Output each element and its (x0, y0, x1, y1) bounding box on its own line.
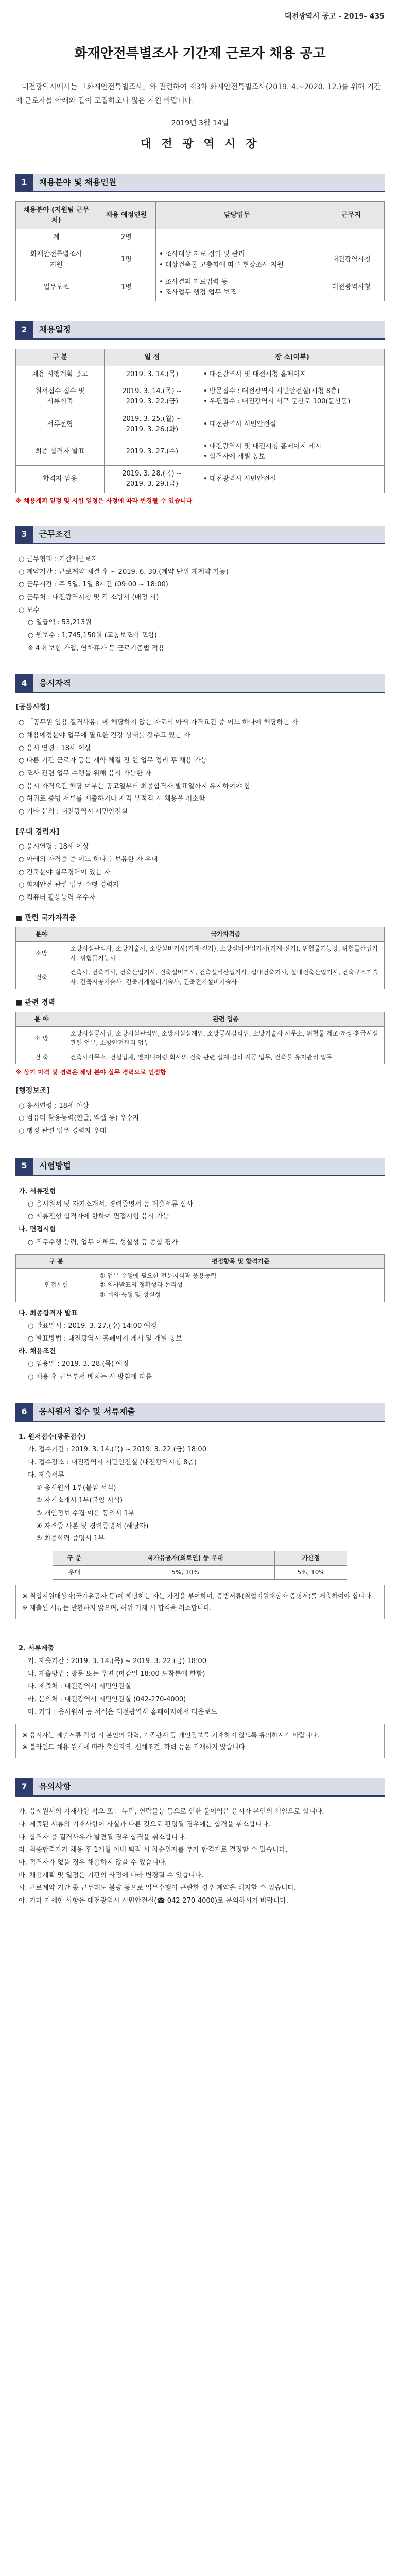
intro-text: 대전광역시에서는 「화재안전특별조사」와 관련하여 제3차 화재안전특별조사(2019. 4.~2020. 12.)를 위해 기간제 근로자를 아래와 같이 모집하오니 많은 지원 바랍니다. (15, 82, 381, 105)
section-title: 유의사항 (33, 1778, 385, 1795)
table-cell: 면접시험 (16, 1268, 97, 1302)
table-header: 가산점 (274, 1551, 347, 1565)
table-cell: 합격자 임용 (16, 466, 105, 493)
table-header-row (16, 1255, 385, 1269)
section-number: 5 (15, 1158, 33, 1175)
table-cell: 건축사, 건축기사, 건축산업기사, 건축설비기사, 건축설비산업기사, 실내건축기사, 실내건축산업기사, 건축구조기술사, 건축시공기술사, 건축기계설비기술사, 건축전기설비기술사 (67, 965, 385, 989)
table-header-row (16, 349, 385, 366)
schedule-table (15, 349, 385, 493)
table-cell: ① 업무 수행에 필요한 전문지식과 응용능력 ② 의사발표의 정확성과 논리성 ③ 예의·품행 및 성실성 (97, 1268, 384, 1302)
list-item: ○ 행정 관련 업무 경력자 우대 (19, 1127, 107, 1136)
table-header: 근무지 (318, 201, 385, 229)
table-header: 분 야 (16, 1012, 67, 1027)
schedule-note: ※ 채용계획 일정 및 시험 일정은 사정에 따라 변경될 수 있습니다 (15, 497, 193, 505)
exam-after (19, 1308, 385, 1384)
table-cell: 1명 (97, 274, 156, 301)
list-item: ○ 월보수 : 1,745,150원 (교통보조비 포함) (28, 632, 157, 640)
list-item: 라. 최종합격자가 채용 후 1개월 이내 퇴직 시 차순위자를 추가 합격자로 결정할 수 있습니다. (19, 1846, 288, 1854)
list-item: ○ 컴퓨터 활용능력 우수자 (19, 894, 96, 902)
list-item: ○ 「공무원 임용 결격사유」에 해당하지 않는 자로서 아래 자격요건 중 어느 하나에 해당하는 자 (19, 719, 299, 727)
table-header-row (16, 927, 385, 942)
document-submission (19, 1642, 385, 1719)
table-cell: 2019. 3. 27.(수) (104, 438, 200, 465)
list-item: ○ 근무처 : 대전광역시청 및 각 소방서 (배정 시) (19, 594, 159, 601)
list-item: 나. 제출된 서류의 기재사항이 사실과 다른 것으로 판명될 경우에는 합격을 취소합니다. (19, 1820, 271, 1828)
table-row (16, 411, 385, 438)
list-item: ② 자기소개서 1부(붙임 서식) (36, 1497, 123, 1505)
list-item: 라. 문의처 : 대전광역시 시민안전실 (042-270-4000) (28, 1695, 186, 1703)
section-header-3 (15, 526, 385, 544)
section-header-2 (15, 321, 385, 340)
table-cell: 소 방 (16, 1026, 67, 1050)
list-item: ○ 다른 기관 근로자 등은 계약 체결 전 현 업무 정리 후 채용 가능 (19, 757, 207, 765)
table-header: 구 분 (16, 349, 105, 366)
table-header: 채용 예정인원 (97, 201, 156, 229)
blind-hiring-box: ※ 응시자는 제출서류 작성 시 본인의 학력, 가족관계 등 개인정보를 기재하지 않도록 유의하시기 바랍니다. ※ 블라인드 채용 원칙에 따라 출신지역, 신체조건, 학력 등은 기재하지 않습니다. (15, 1724, 385, 1758)
list-item: ○ 근무시간 : 주 5일, 1일 8시간 (09:00 ~ 18:00) (19, 581, 168, 589)
section-title: 채용일정 (33, 321, 385, 338)
table-row (16, 965, 385, 989)
notice-date: 2019년 3월 14일 (171, 119, 229, 128)
list-item: ○ 응시 자격요건 해당 여부는 공고일부터 최종합격자 발표일까지 유지하여야 함 (19, 782, 251, 790)
table-cell: 업무보조 (16, 274, 97, 301)
list-item: 가. 제출기간 : 2019. 3. 14.(목) ~ 2019. 3. 22.(금) 18:00 (28, 1657, 206, 1665)
list-item: 다. 제출서류 (28, 1471, 65, 1479)
table-cell: 소방시설공사업, 소방시설관리업, 소방시설설계업, 소방공사감리업, 소방기술사 사무소, 위험물 제조·저장·취급시설 관련 업무, 소방안전관리 업무 (67, 1026, 385, 1050)
list-item: 나. 면접시험 (19, 1225, 56, 1233)
table-header-row (16, 201, 385, 229)
table-header: 관련 업종 (67, 1012, 385, 1027)
list-item: 1. 원서접수(방문접수) (19, 1433, 86, 1441)
section-header-4 (15, 674, 385, 693)
table-cell: • 조사결과 자료입력 등 • 조사업무 행정 업무 보조 (156, 274, 318, 301)
table-header: 담당업무 (156, 201, 318, 229)
list-item: 다. 합격자 중 결격사유가 발견될 경우 합격을 취소합니다. (19, 1833, 187, 1841)
table-header: 국가유공자(의료인) 등 우대 (96, 1551, 275, 1565)
table-cell: 건축 (16, 965, 67, 989)
table-cell: • 대전광역시 시민안전실 (200, 411, 384, 438)
list-item: ○ 허위로 증빙 서류를 제출하거나 자격 부적격 시 채용을 취소함 (19, 795, 205, 803)
list-item: ○ 응시연령 : 18세 이상 (19, 843, 89, 851)
table-cell: 최종 합격자 발표 (16, 438, 105, 465)
list-item: ○ 채용예정분야 업무에 필요한 건강 상태를 갖추고 있는 자 (19, 731, 190, 739)
table-cell: 건 축 (16, 1050, 67, 1064)
table-cell: 채용 시행계획 공고 (16, 366, 105, 383)
list-item: ○ 응시연령 : 18세 이상 (19, 1101, 89, 1110)
application-submission (19, 1431, 385, 1546)
table-row (16, 366, 385, 383)
list-item: 가. 서류전형 (19, 1187, 56, 1195)
list-item: 가. 접수기간 : 2019. 3. 14.(목) ~ 2019. 3. 22.(금) 18:00 (28, 1446, 206, 1454)
table-header: 구 분 (53, 1551, 96, 1565)
list-item: ○ 발표일시 : 2019. 3. 27.(수) 14:00 예정 (28, 1322, 157, 1330)
table-cell: • 대전광역시 및 대전시청 홈페이지 게시 • 합격자에 개별 통보 (200, 438, 384, 465)
list-item: 라. 채용조건 (19, 1347, 56, 1355)
table-cell: 5%, 10% (274, 1565, 347, 1580)
list-item: 2. 서류제출 (19, 1645, 54, 1653)
table-header: 장 소(여부) (200, 349, 384, 366)
list-item: ○ 직무수행 능력, 업무 이해도, 성실성 등 종합 평가 (28, 1238, 178, 1246)
table-cell: • 대전광역시 시민안전실 (200, 466, 384, 493)
list-item: ○ 응시원서 및 자기소개서, 경력증명서 등 제출서류 심사 (28, 1200, 193, 1208)
list-item: 바. 채용계획 및 일정은 기관의 사정에 따라 변경될 수 있습니다. (19, 1871, 204, 1879)
organization-name: 대 전 광 역 시 장 (140, 137, 260, 150)
table-cell: 소방시설관리사, 소방기술사, 소방설비기사(기계·전기), 소방설비산업기사(기계·전기), 위험물기능장, 위험물산업기사, 위험물기능사 (67, 942, 385, 965)
preferred-requirements (19, 841, 385, 904)
table-cell: 2019. 3. 28.(목) ~ 2019. 3. 29.(금) (104, 466, 200, 493)
notice-number: 대전광역시 공고 - 2019- 435 (285, 12, 385, 21)
table-header-row (53, 1551, 347, 1565)
list-item: ○ 화재안전 관련 업무 수행 경력자 (19, 881, 119, 889)
subsection-title: [우대 경력자] (15, 827, 60, 836)
list-item: 나. 접수장소 : 대전광역시 시민안전실 (대전광역시청 8층) (28, 1459, 197, 1467)
career-table (15, 1012, 385, 1064)
table-cell (156, 229, 318, 246)
section-number: 4 (15, 674, 33, 692)
exam-method (19, 1185, 385, 1249)
table-header-row (16, 1012, 385, 1027)
table-row (16, 942, 385, 965)
table-cell: • 조사대상 자료 정리 및 관리 • 대상건축물 고층화에 따른 현장조사 지원 (156, 246, 318, 274)
table-cell: 2019. 3. 14.(목) (104, 366, 200, 383)
list-item: ○ 일급액 : 53,213원 (28, 619, 92, 627)
table-header: 평정항목 및 합격기준 (97, 1255, 384, 1269)
common-requirements (19, 717, 385, 819)
list-item: ○ 임용일 : 2019. 3. 28.(목) 예정 (28, 1360, 129, 1368)
subsection-title: ■ 관련 국가자격증 (15, 913, 76, 922)
list-item: ③ 개인정보 수집·이용 동의서 1부 (36, 1509, 135, 1517)
table-cell: 대전광역시청 (318, 246, 385, 274)
section-title: 응시원서 접수 및 서류제출 (33, 1403, 385, 1421)
list-item: 마. 기타 : 응시원서 등 서식은 대전광역시 홈페이지에서 다운로드 (28, 1708, 218, 1716)
section-header-5 (15, 1158, 385, 1176)
recruit-table (15, 201, 385, 301)
section-title: 근무조건 (33, 526, 385, 543)
bonus-table (53, 1551, 348, 1580)
list-item: 사. 근로계약 기간 중 근무태도 불량 등으로 업무수행이 곤란한 경우 계약을 해지할 수 있습니다. (19, 1884, 297, 1892)
list-item: ○ 근무형태 : 기간제근로자 (19, 555, 98, 563)
list-item: ○ 컴퓨터 활용능력(한글, 엑셀 등) 우수자 (19, 1114, 140, 1123)
list-item: ※ 4대 보험 가입, 연차휴가 등 근로기준법 적용 (28, 644, 165, 652)
list-item: ○ 채용 후 근무부서 배치는 시 방침에 따름 (28, 1373, 152, 1381)
table-header: 국가자격증 (67, 927, 385, 942)
list-item: 나. 제출방법 : 방문 또는 우편 (마감일 18:00 도착분에 한함) (28, 1670, 205, 1678)
list-item: 아. 기타 자세한 사항은 대전광역시 시민안전실(☎ 042-270-4000)로 문의하시기 바랍니다. (19, 1897, 288, 1905)
list-item: ○ 보수 (19, 606, 40, 614)
list-item: ④ 자격증 사본 및 경력증명서 (해당자) (36, 1522, 149, 1530)
table-row (16, 274, 385, 301)
list-item: ○ 응시 연령 : 18세 이상 (19, 744, 91, 752)
table-cell: 우대 (53, 1565, 96, 1580)
table-cell: 2명 (97, 229, 156, 246)
table-row (16, 1268, 385, 1302)
list-item: ○ 건축분야 실무경력이 있는 자 (19, 868, 111, 876)
list-item: ○ 발표방법 : 대전광역시 홈페이지 게시 및 개별 통보 (28, 1335, 182, 1343)
table-cell: 원서접수 접수 및 서류제출 (16, 383, 105, 411)
table-cell: 2019. 3. 14.(목) ~ 2019. 3. 22.(금) (104, 383, 200, 411)
table-row (16, 229, 385, 246)
table-header: 구 분 (16, 1255, 97, 1269)
table-row (16, 466, 385, 493)
section-header-1 (15, 174, 385, 192)
list-item: ○ 아래의 자격증 중 어느 하나를 보유한 자 우대 (19, 856, 158, 863)
table-row (16, 1050, 385, 1064)
list-item: ① 응시원서 1부(붙임 서식) (36, 1484, 116, 1492)
section-header-7 (15, 1778, 385, 1797)
table-row (16, 438, 385, 465)
section-number: 7 (15, 1778, 33, 1795)
table-row (16, 246, 385, 274)
table-cell: 서류전형 (16, 411, 105, 438)
section-number: 1 (15, 174, 33, 191)
table-cell: 2019. 3. 25.(월) ~ 2019. 3. 26.(화) (104, 411, 200, 438)
career-note: ※ 상기 자격 및 경력은 해당 분야 실무 경력으로 인정함 (15, 1069, 166, 1076)
subsection-title: [행정보조] (15, 1087, 50, 1095)
table-cell: 5%, 10% (96, 1565, 275, 1580)
table-row (53, 1565, 347, 1580)
notice-box: ※ 취업지원대상자(국가유공자 등)에 해당하는 자는 가점을 부여하며, 증빙서류(취업지원대상자 증명서)를 제출하여야 합니다. ※ 제출된 서류는 반환하지 않으며, 허위 기재 시 합격을 취소합니다. (15, 1585, 385, 1619)
section-title: 시험방법 (33, 1158, 385, 1175)
table-header: 분야 (16, 927, 67, 942)
subsection-title: ■ 관련 경력 (15, 998, 56, 1007)
list-item: 다. 제출처 : 대전광역시 시민안전실 (28, 1683, 131, 1691)
list-item: ○ 기타 문의 : 대전광역시 시민안전실 (19, 807, 128, 816)
table-cell: 건축사사무소, 건설업체, 엔지니어링 회사의 건축 관련 설계·감리·시공 업무, 건축물 유지관리 업무 (67, 1050, 385, 1064)
table-cell: • 대전광역시 및 대전시청 홈페이지 (200, 366, 384, 383)
list-item: 다. 최종합격자 발표 (19, 1309, 78, 1317)
section-number: 6 (15, 1403, 33, 1421)
table-row (16, 1026, 385, 1050)
interview-table (15, 1254, 385, 1302)
table-cell: 계 (16, 229, 97, 246)
table-cell: • 방문접수 : 대전광역시 시민안전실(시청 8층) • 우편접수 : 대전광역시 서구 둔산로 100(둔산동) (200, 383, 384, 411)
table-row (16, 383, 385, 411)
section-title: 채용분야 및 채용인원 (33, 174, 385, 191)
table-cell: 1명 (97, 246, 156, 274)
list-item: ○ 서류전형 합격자에 한하여 면접시험 응시 가능 (28, 1213, 169, 1221)
work-conditions (19, 553, 385, 655)
list-item: ○ 조사 관련 업무 수행을 위해 응시 가능한 자 (19, 769, 151, 777)
page-title: 화재안전특별조사 기간제 근로자 채용 공고 (74, 45, 326, 61)
section-title: 응시자격 (33, 674, 385, 692)
admin-requirements (19, 1100, 385, 1138)
subsection-title: [공통사항] (15, 703, 50, 712)
table-header: 일 정 (104, 349, 200, 366)
table-cell (318, 229, 385, 246)
table-header: 채용분야 (지원팀 근무처) (16, 201, 97, 229)
table-cell: 화재안전특별조사 지원 (16, 246, 97, 274)
list-item: ○ 계약기간 : 근로계약 체결 후 ~ 2019. 6. 30.(계약 단위 재계약 가능) (19, 568, 229, 576)
table-cell: 대전광역시청 (318, 274, 385, 301)
list-item: 마. 적격자가 없을 경우 채용하지 않을 수 있습니다. (19, 1859, 167, 1867)
section-number: 3 (15, 526, 33, 543)
list-item: ⑤ 최종학력 증명서 1부 (36, 1535, 105, 1543)
precautions (19, 1806, 385, 1908)
list-item: 가. 응시원서의 기재사항 착오 또는 누락, 연락불능 등으로 인한 불이익은 응시자 본인의 책임으로 합니다. (19, 1808, 324, 1816)
section-header-6 (15, 1403, 385, 1422)
license-table (15, 927, 385, 989)
section-number: 2 (15, 321, 33, 338)
table-cell: 소방 (16, 942, 67, 965)
